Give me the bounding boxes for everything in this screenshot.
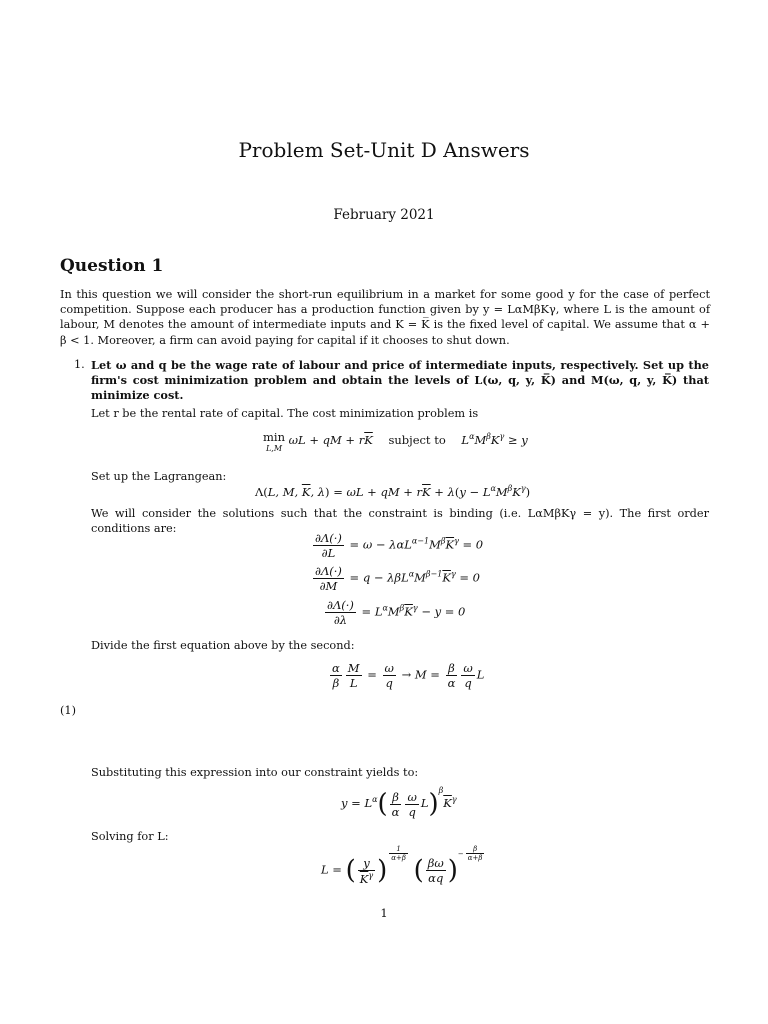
fraction: $\frac{\beta\omega}{\alpha q}$ xyxy=(427,856,444,885)
equation-number: (1) xyxy=(60,704,77,717)
substitution-equation: $y = L^\alpha$( $\frac{\beta}{\alpha}$ $\frac{\omega}{q}$ $L)^\beta\overline{K}^\gamma$ xyxy=(341,786,457,819)
page-number: 1 xyxy=(380,906,388,920)
fraction: $\frac{\beta}{\alpha}$ xyxy=(447,661,456,690)
fraction: $\frac{\omega}{q}$ xyxy=(407,789,417,819)
partial-fraction: $\frac{\partial\Lambda(\cdot)}{\partial\lambda}$ xyxy=(327,598,354,627)
page-title: Problem Set-Unit D Answers xyxy=(238,138,530,162)
ratio-equation: $\frac{\alpha}{\beta}$ $\frac{M}{L}$ = $\frac{\omega}{q}$ → M = $\frac{\beta}{\alpha}$ $\frac{\omega}{q}$ L xyxy=(332,661,485,690)
rental-text: Let r be the rental rate of capital. The cost minimization problem is xyxy=(91,407,479,420)
solving-text: Solving for L: xyxy=(91,830,169,843)
min-problem-equation: min L,M ωL + qM + $r\overline{K}$ subject to $L^\alpha M^\beta K^\gamma \ge y$ xyxy=(263,430,528,453)
fraction: $\frac{\omega}{q}$ xyxy=(384,661,394,690)
partial-fraction: $\frac{\partial\Lambda(\cdot)}{\partial L}$ xyxy=(315,531,342,560)
item-question: Let ω and q be the wage rate of labour and price of intermediate inputs, respectively. Set up the firm's cost minimization problem and obtain the levels of L(ω, q, y, K̅) and M(ω, q, y, K̅) that minimize cost. xyxy=(91,358,709,403)
fraction: $\frac{\omega}{q}$ xyxy=(463,661,473,690)
fraction: $\frac{\alpha}{\beta}$ xyxy=(332,661,340,690)
divide-text: Divide the first equation above by the second: xyxy=(91,639,355,652)
substituting-text: Substituting this expression into our constraint yields to: xyxy=(91,766,419,779)
document-date: February 2021 xyxy=(333,207,435,223)
section-heading: Question 1 xyxy=(60,256,164,276)
foc-intermediate-equation: $\frac{\partial\Lambda(\cdot)}{\partial M}$ = $q - \lambda\beta L^\alpha M^{\beta-1}\overline{K}^\gamma = 0$ xyxy=(315,564,480,593)
foc-labour-equation: $\frac{\partial\Lambda(\cdot)}{\partial L}$ = $\omega - \lambda\alpha L^{\alpha-1}M^\beta\overline{K}^\gamma = 0$ xyxy=(315,531,484,560)
labour-solution-equation: L = ( $\frac{y}{\overline{K}^\gamma}$ ) $^{\frac{1}{\alpha+\beta}}$ ( $\frac{\beta\omega}{\alpha q}$ )$^{- \frac{\beta}{\alpha+\beta}}$ xyxy=(321,845,483,886)
intro-paragraph: In this question we will consider the short-run equilibrium in a market for some good y for the case of perfect competition. Suppose each producer has a production function given by y = LαMβKγ, where L is the amount of labour, M denotes the amount of intermediate inputs and K = K̅ is the fixed level of capital. We assume that α + β < 1. Moreover, a firm can avoid paying for capital if it chooses to shut down. xyxy=(60,288,710,347)
lagrangean-intro: Set up the Lagrangean: xyxy=(91,470,227,483)
fraction: 1 α+β xyxy=(391,845,406,862)
fraction: $\frac{M}{L}$ xyxy=(347,661,360,690)
lagrangean-equation: Λ(L, M, $\overline{K}$, λ) = ωL + qM + $r\overline{K} + \lambda(y - L^\alpha M^\beta K^\gamma)$ xyxy=(255,484,531,499)
item-number: 1. xyxy=(74,358,85,371)
binding-text: We will consider the solutions such that the constraint is binding (i.e. LαMβKγ = y). The first order conditions are: xyxy=(91,507,709,536)
fraction: $\frac{\beta}{\alpha+\beta}$ xyxy=(467,845,483,862)
min-operator: min L,M xyxy=(263,430,285,453)
fraction: $\frac{y}{\overline{K}^\gamma}$ xyxy=(359,855,374,886)
subject-to-label: subject to xyxy=(388,432,446,447)
fraction: $\frac{\beta}{\alpha}$ xyxy=(391,789,400,819)
foc-lambda-equation: $\frac{\partial\Lambda(\cdot)}{\partial\lambda}$ = $L^\alpha M^\beta\overline{K}^\gamma - y = 0$ xyxy=(327,598,466,627)
partial-fraction: $\frac{\partial\Lambda(\cdot)}{\partial M}$ xyxy=(315,564,342,593)
